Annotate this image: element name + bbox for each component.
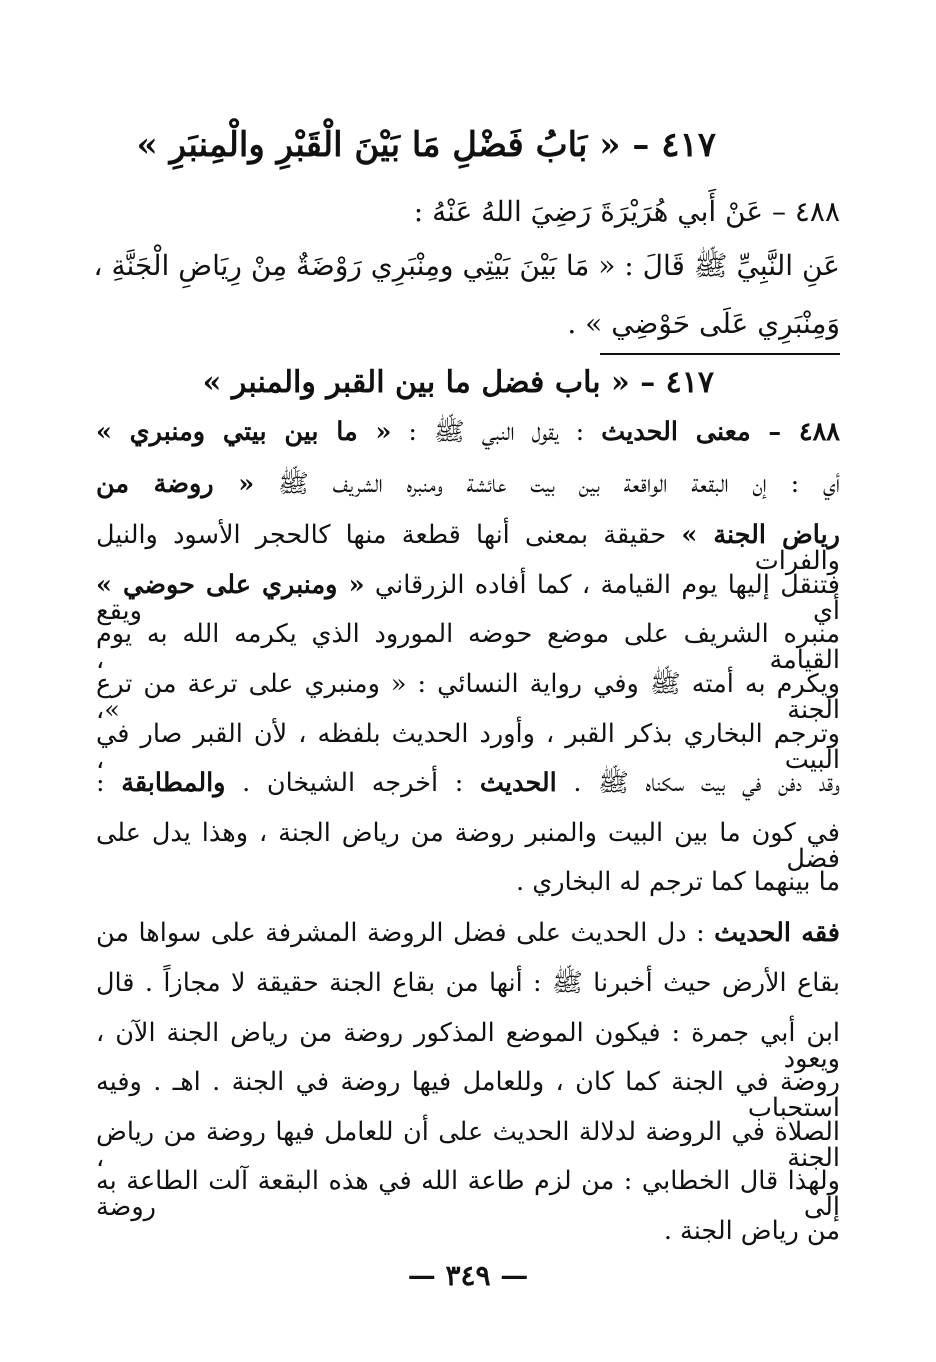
hadith-meaning-label: ٤٨٨ – معنى الحديث xyxy=(601,417,840,447)
commentary-line-9: في كون ما بين البيت والمنبر روضة من رياض الجنة ، وهذا يدل على فضل xyxy=(96,818,840,874)
fiqh-label: فقه الحديث xyxy=(714,918,840,948)
fiqh-line-7: من رياض الجنة . xyxy=(663,1216,840,1246)
commentary-text: أي : إن البقعة الواقعة بين بيت عائشة ومنبره الشريف ﷺ xyxy=(254,469,840,499)
commentary-line-4 xyxy=(96,570,840,626)
commentary-line-7: وترجم البخاري بذكر القبر ، وأورد الحديث بلفظه ، لأن القبر صار في البيت ، xyxy=(96,719,840,775)
commentary-text: : أخرجه الشيخان . xyxy=(225,768,480,798)
commentary-line-8 xyxy=(96,768,840,798)
commentary-text: : يقول النبي ﷺ : xyxy=(391,417,602,447)
hadith-text-line-1: عَنِ النَّبِيِّ ﷺ قَالَ : « مَا بَيْنَ بَيْتِي ومِنْبَرِي رَوْضَةٌ مِنْ رِيَاضِ الْجَنَّةِ ، xyxy=(93,249,840,282)
fiqh-line-6: ولهذا قال الخطابي : من لزم طاعة الله في هذه البقعة آلت الطاعة به إلى روضة xyxy=(96,1166,840,1222)
fiqh-line-2: بقاع الأرض حيث أخبرنا ﷺ : أنها من بقاع الجنة حقيقة لا مجازاً . قال xyxy=(96,968,840,998)
fiqh-text: : دل الحديث على فضل الروضة المشرفة على سواها من xyxy=(96,918,715,948)
commentary-text: أي ويقع xyxy=(96,595,840,626)
correspondence-label: والمطابقة xyxy=(121,768,226,798)
commentary-text: حقيقة بمعنى أنها قطعة منها كالحجر الأسود والنيل والفرات xyxy=(96,520,840,576)
commentary-text: فتنقل إليها يوم القيامة ، كما أفاده الزرقاني xyxy=(364,570,840,600)
page-number: — ٣٤٩ — xyxy=(407,1259,529,1292)
quoted-text: « ما بين بيتي ومنبري » xyxy=(96,417,392,447)
fiqh-line-1 xyxy=(96,918,840,948)
quoted-text: « ومنبري على حوضي » xyxy=(96,570,365,600)
quoted-text: « روضة من xyxy=(96,469,255,499)
commentary-line-3 xyxy=(96,520,840,576)
commentary-line-1 xyxy=(96,417,840,447)
commentary-text: وقد دفن في بيت سكناه ﷺ . xyxy=(556,768,840,798)
hadith-text-line-2: وَمِنْبَرِي عَلَى حَوْضِي » . xyxy=(567,307,840,340)
hadith-label: الحديث xyxy=(479,768,557,798)
chapter-heading: ٤١٧ – « بَابُ فَضْلِ مَا بَيْنَ الْقَبْرِ والْمِنبَرِ » xyxy=(136,125,716,165)
section-divider xyxy=(600,353,840,355)
commentary-text: : xyxy=(96,768,122,798)
fiqh-line-3: ابن أبي جمرة : فيكون الموضع المذكور روضة من رياض الجنة الآن ، ويعود xyxy=(96,1018,840,1074)
quoted-text: رياض الجنة » xyxy=(681,520,840,550)
fiqh-line-5: الصلاة في الروضة لدلالة الحديث على أن للعامل فيها روضة من رياض الجنة ، xyxy=(96,1117,840,1173)
fiqh-line-4: روضة في الجنة كما كان ، وللعامل فيها روضة في الجنة . اهـ . وفيه استحباب xyxy=(96,1067,840,1123)
commentary-line-10: ما بينهما كما ترجم له البخاري . xyxy=(516,867,840,897)
commentary-line-6: ويكرم به أمته ﷺ وفي رواية النسائي : « ومنبري على ترعة من ترع الجنة »، xyxy=(96,669,840,725)
hadith-intro: ٤٨٨ – عَنْ أَبي هُرَيْرَةَ رَضِيَ اللهُ عَنْهُ : xyxy=(413,195,840,228)
commentary-line-5: منبره الشريف على موضع حوضه المورود الذي يكرمه الله به يوم القيامة ، xyxy=(96,619,840,675)
commentary-line-2 xyxy=(96,469,840,499)
commentary-heading: ٤١٧ – « باب فضل ما بين القبر والمنبر » xyxy=(202,365,714,400)
